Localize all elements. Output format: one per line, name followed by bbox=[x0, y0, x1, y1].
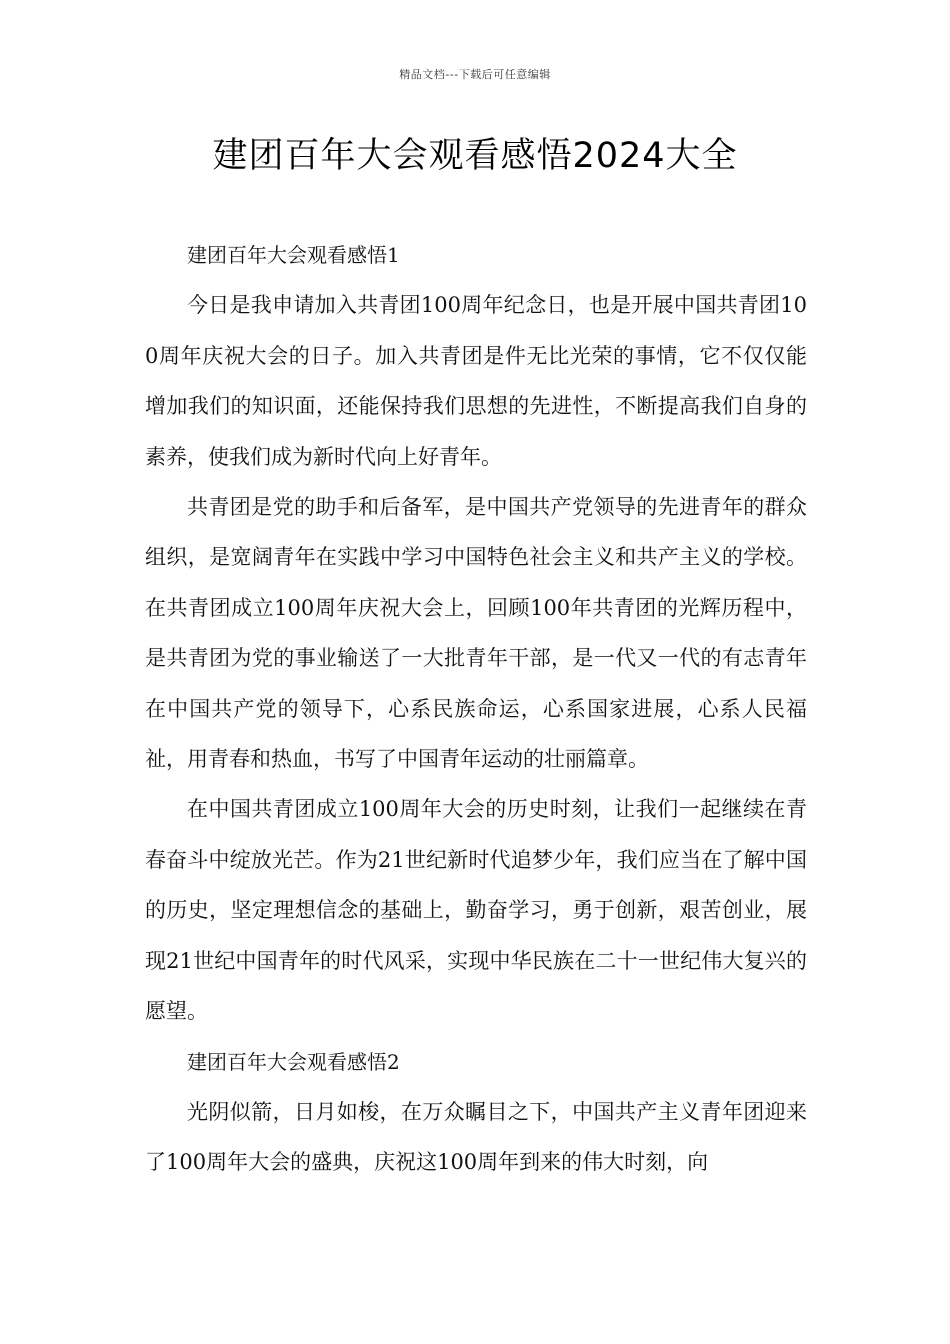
document-body bbox=[145, 230, 807, 1188]
header-note: 精品文档---下载后可任意编辑 bbox=[399, 68, 551, 81]
paragraph-1-2: 共青团是党的助手和后备军，是中国共产党领导的先进青年的群众组织，是宽阔青年在实践中学习中国特色社会主义和共产主义的学校。在共青团成立100周年庆祝大会上，回顾100年共青团的光辉历程中，是共青团为党的事业输送了一大批青年干部，是一代又一代的有志青年在中国共产党的领导下，心系民族命运，心系国家进展，心系人民福祉，用青春和热血，书写了中国青年运动的壮丽篇章。 bbox=[145, 495, 807, 772]
section-heading-1: 建团百年大会观看感悟1 bbox=[187, 243, 400, 267]
paragraph-1-1: 今日是我申请加入共青团100周年纪念日，也是开展中国共青团100周年庆祝大会的日子。加入共青团是件无比光荣的事情，它不仅仅能增加我们的知识面，还能保持我们思想的先进性，不断提高我们自身的素养，使我们成为新时代向上好青年。 bbox=[145, 293, 807, 469]
section-heading-2: 建团百年大会观看感悟2 bbox=[187, 1049, 400, 1074]
document-title: 建团百年大会观看感悟2024大全 bbox=[212, 136, 738, 176]
paragraph-1-3: 在中国共青团成立100周年大会的历史时刻，让我们一起继续在青春奋斗中绽放光芒。作为21世纪新时代追梦少年，我们应当在了解中国的历史，坚定理想信念的基础上，勤奋学习，勇于创新，艰苦创业，展现21世纪中国青年的时代风采，实现中华民族在二十一世纪伟大复兴的愿望。 bbox=[145, 797, 807, 1024]
paragraph-2-1: 光阴似箭，日月如梭，在万众瞩目之下，中国共产主义青年团迎来了100周年大会的盛典，庆祝这100周年到来的伟大时刻，向 bbox=[145, 1099, 807, 1175]
